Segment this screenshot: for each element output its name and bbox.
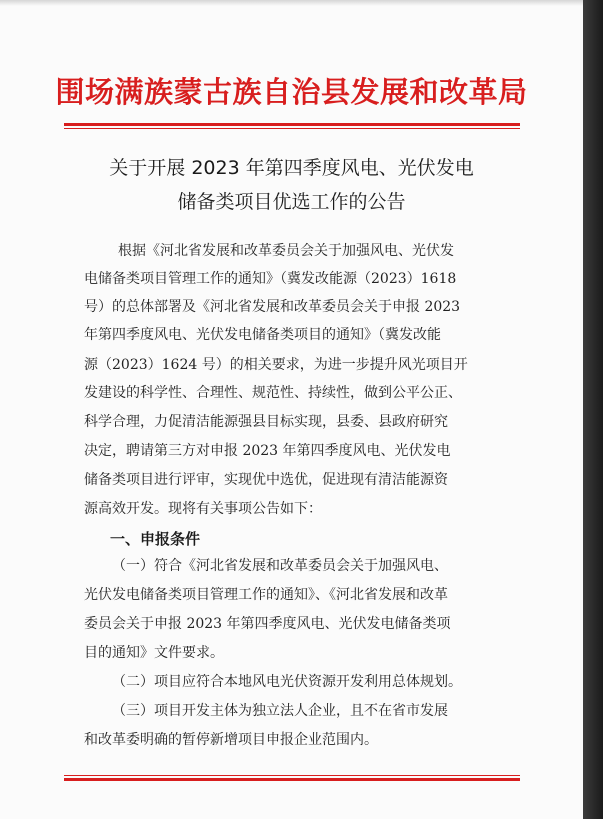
- intro-line: 发建设的科学性、合理性、规范性、持续性，做到公平公正、: [84, 385, 462, 401]
- intro-line: 年第四季度风电、光伏发电储备类项目的通知》（冀发改能: [84, 327, 441, 343]
- intro-line: 电储备类项目管理工作的通知》（冀发改能源（2023）1618: [84, 271, 457, 287]
- section-line: 和改革委明确的暂停新增项目申报企业范围内。: [84, 732, 378, 748]
- section-heading: 一、申报条件: [110, 530, 201, 548]
- intro-line: 根据《河北省发展和改革委员会关于加强风电、光伏发: [118, 243, 454, 259]
- document-title-line-1: 关于开展 2023 年第四季度风电、光伏发电: [109, 157, 474, 179]
- page-top-shadow: [0, 0, 583, 6]
- intro-line: 决定，聘请第三方对申报 2023 年第四季度风电、光伏发电: [84, 443, 451, 459]
- document-title-line-2: 储备类项目优选工作的公告: [177, 191, 406, 213]
- footer-rule-thick: [64, 778, 520, 781]
- section-line: 委员会关于申报 2023 年第四季度风电、光伏发电储备类项: [84, 616, 451, 632]
- section-line: 目的通知》文件要求。: [84, 645, 224, 661]
- intro-line: 科学合理，力促清洁能源强县目标实现，县委、县政府研究: [84, 414, 448, 430]
- footer-rule-thin: [64, 775, 520, 776]
- intro-line: 号）的总体部署及《河北省发展和改革委员会关于申报 2023: [84, 299, 461, 315]
- section-line: 光伏发电储备类项目管理工作的通知》、《河北省发展和改革: [84, 587, 448, 603]
- intro-line: 储备类项目进行评审，实现优中选优，促进现有清洁能源资: [84, 472, 448, 488]
- section-line: （三）项目开发主体为独立法人企业，且不在省市发展: [112, 703, 448, 719]
- section-line: （一）符合《河北省发展和改革委员会关于加强风电、: [112, 558, 448, 574]
- viewer-edge: [583, 0, 603, 819]
- letterhead-title: 围场满族蒙古族自治县发展和改革局: [55, 75, 528, 109]
- intro-line: 源高效开发。现将有关事项公告如下：: [84, 501, 322, 517]
- letterhead-rule-thin: [64, 128, 520, 129]
- intro-line: 源（2023）1624 号）的相关要求，为进一步提升风光项目开: [84, 357, 468, 373]
- letterhead-rule-thick: [64, 123, 520, 126]
- section-line: （二）项目应符合本地风电光伏资源开发利用总体规划。: [112, 674, 462, 690]
